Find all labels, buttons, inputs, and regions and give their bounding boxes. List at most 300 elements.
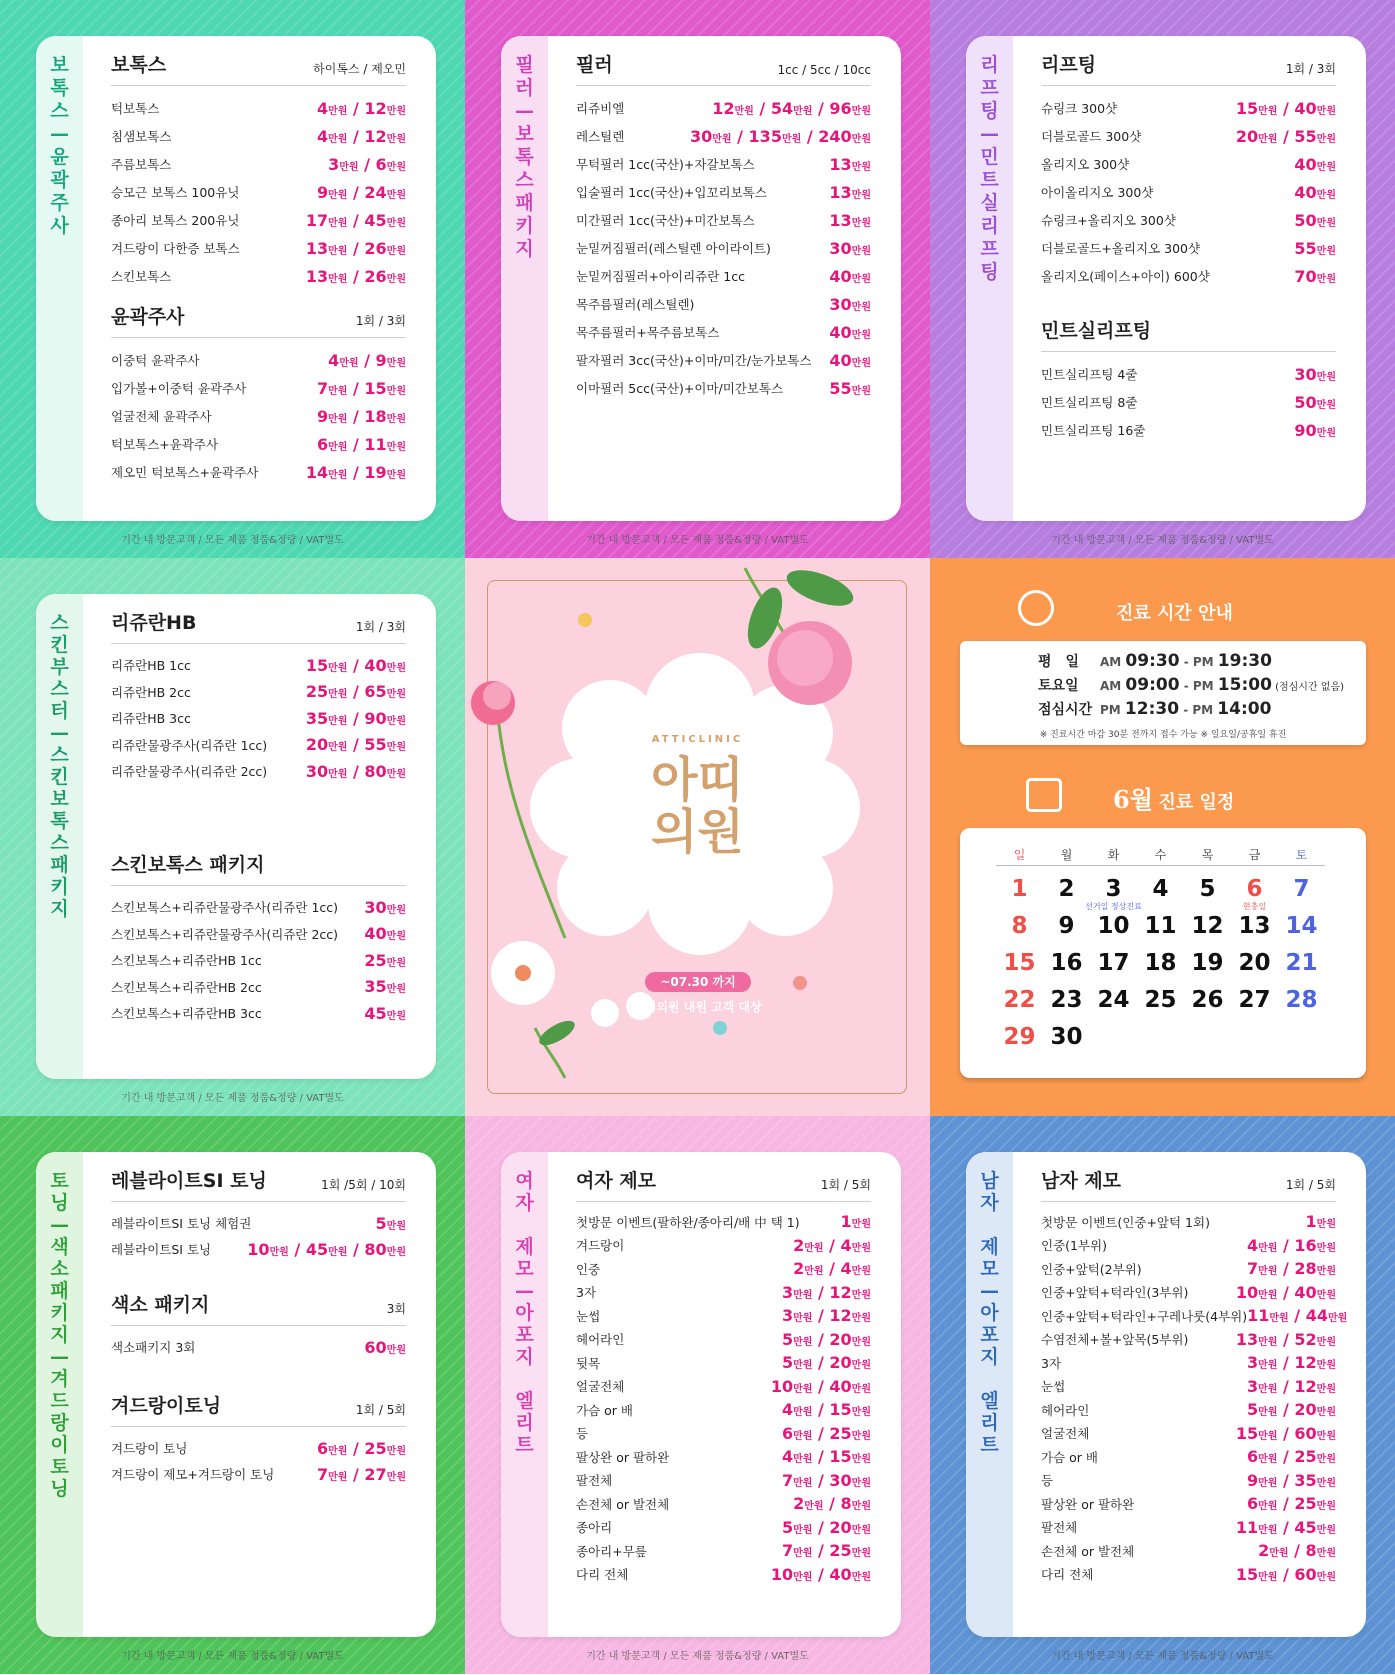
item-price: 30만원 [829, 238, 871, 258]
side-label-bar [966, 1152, 1013, 1637]
section-title: 스킨보톡스 패키지 [111, 854, 265, 876]
item-name: 종아리 [576, 1520, 613, 1536]
item-name: 헤어라인 [576, 1332, 625, 1348]
item-price: 2만원 / 4만원 [793, 1235, 871, 1255]
item-price: 25만원 [364, 950, 406, 970]
price-row [1041, 1539, 1336, 1563]
item-name: 헤어라인 [1041, 1402, 1090, 1418]
item-price: 10만원 / 45만원 / 80만원 [247, 1239, 406, 1259]
price-row [576, 1516, 871, 1540]
side-label: 토 닝 — 색 소 패 키 지 — 겨 드 랑 이 토 닝 [50, 1170, 69, 1500]
calendar-icon [1026, 778, 1062, 812]
calendar-day: 12 [1191, 913, 1224, 939]
price-row [576, 234, 871, 262]
price-row [576, 150, 871, 178]
item-name: 등 [1041, 1473, 1054, 1489]
panel-lifting [930, 0, 1395, 558]
item-price: 12만원 / 54만원 / 96만원 [712, 98, 871, 118]
calendar-day: 22 [1003, 987, 1036, 1013]
price-row [111, 374, 406, 402]
item-price: 6만원 / 25만원 [1246, 1447, 1336, 1467]
item-price: 3만원 / 6만원 [328, 154, 406, 174]
calendar-day: 3 선거일 정상진료 [1090, 876, 1137, 902]
item-name: 팔상완 or 팔하완 [1041, 1496, 1135, 1512]
price-row [111, 234, 406, 262]
calendar-day: 19 [1191, 950, 1224, 976]
price-row [1041, 1563, 1336, 1587]
price-row [111, 346, 406, 374]
item-name: 이마필러 5cc(국산)+이마/미간보톡스 [576, 381, 784, 396]
menu-card [966, 36, 1366, 521]
calendar-day: 26 [1191, 987, 1224, 1013]
price-row [1041, 1304, 1348, 1328]
item-name: 스킨보톡스+리쥬란물광주사(리쥬란 2cc) [111, 926, 339, 942]
footer-note: 기간 내 방문고객 / 모든 제품 정품&정량 / VAT별도 [121, 1651, 344, 1662]
item-name: 눈썹 [576, 1308, 601, 1324]
price-row [576, 178, 871, 206]
menu-card [36, 594, 436, 1079]
section-subtitle: 1회 / 5회 [355, 1403, 406, 1417]
calendar-day: 17 [1097, 950, 1130, 976]
item-name: 올리지오 300샷 [1041, 157, 1130, 172]
item-price: 6만원 / 25만원 [1246, 1494, 1336, 1514]
price-row [1041, 1469, 1336, 1493]
item-name: 슈링크+올리지오 300샷 [1041, 213, 1176, 228]
menu-card [966, 1152, 1366, 1637]
price-row [576, 1210, 871, 1234]
section-title: 민트실리프팅 [1041, 320, 1152, 342]
price-row [576, 1539, 871, 1563]
section-header [1041, 318, 1336, 352]
price-row [576, 1563, 871, 1587]
calendar-day: 11 [1144, 913, 1177, 939]
side-label-bar [36, 1152, 83, 1637]
menu-section [111, 610, 406, 785]
menu-section [111, 1393, 406, 1487]
hours-label: 평 일 [1038, 654, 1080, 670]
price-row [576, 374, 871, 402]
item-price: 9만원 / 18만원 [316, 406, 406, 426]
calendar-day-note: 선거일 정상진료 [1085, 902, 1142, 911]
price-row [576, 1422, 871, 1446]
calendar-day: 23 [1050, 987, 1083, 1013]
item-price: 30만원 / 80만원 [305, 761, 406, 781]
calendar-day: 30 [1050, 1024, 1083, 1050]
price-row [111, 402, 406, 430]
section-title: 리프팅 [1041, 54, 1097, 76]
price-row [576, 1328, 871, 1352]
price-row [111, 947, 406, 974]
item-name: 미간필러 1cc(국산)+미간보톡스 [576, 213, 755, 228]
section-header [111, 1292, 406, 1326]
item-name: 레블라이트SI 토닝 체험권 [111, 1216, 252, 1231]
item-price: 4만원 / 16만원 [1246, 1235, 1336, 1255]
calendar-day: 21 [1285, 950, 1318, 976]
item-name: 입가볼+이중턱 윤곽주사 [111, 381, 247, 396]
item-name: 이중턱 윤곽주사 [111, 353, 200, 368]
price-row [576, 1304, 871, 1328]
item-name: 인중+앞턱(2부위) [1041, 1261, 1142, 1277]
item-name: 목주름필러(레스틸렌) [576, 297, 695, 312]
item-name: 등 [576, 1426, 589, 1442]
item-name: 더블로골드+올리지오 300샷 [1041, 241, 1201, 256]
section-subtitle: 1회 / 3회 [1285, 62, 1336, 76]
item-price: 10만원 / 40만원 [770, 1564, 871, 1584]
calendar-day: 27 [1238, 987, 1271, 1013]
item-name: 첫방문 이벤트(인중+앞턱 1회) [1041, 1214, 1210, 1230]
item-price: 40만원 [829, 322, 871, 342]
section-header [111, 1168, 406, 1202]
item-name: 스킨보톡스 [111, 269, 172, 284]
section-title: 남자 제모 [1041, 1170, 1122, 1192]
item-price: 35만원 / 90만원 [305, 708, 406, 728]
calendar-day: 9 [1058, 913, 1075, 939]
period-badge: ~07.30 까지 [645, 972, 751, 992]
price-row [1041, 1210, 1336, 1234]
calendar-day: 24 [1097, 987, 1130, 1013]
calendar-day: 20 [1238, 950, 1271, 976]
section-header [111, 852, 406, 886]
price-row [111, 921, 406, 948]
price-row [111, 430, 406, 458]
price-row [111, 150, 406, 178]
item-price: 3만원 / 12만원 [781, 1306, 871, 1326]
logo-line2: 의원 [651, 804, 744, 860]
item-price: 2만원 / 4만원 [793, 1259, 871, 1279]
price-row [576, 1398, 871, 1422]
weekday-label: 금 [1248, 848, 1261, 862]
item-price: 3만원 / 12만원 [1246, 1376, 1336, 1396]
price-row [576, 206, 871, 234]
price-row [111, 206, 406, 234]
price-row [111, 122, 406, 150]
item-name: 무턱필러 1cc(국산)+자갈보톡스 [576, 157, 755, 172]
item-price: 13만원 [829, 210, 871, 230]
menu-section [1041, 1168, 1348, 1586]
calendar-day: 28 [1285, 987, 1318, 1013]
weekday-label: 수 [1154, 848, 1167, 862]
price-row [1041, 1445, 1336, 1469]
section-title: 필러 [576, 54, 613, 76]
hours-row [960, 675, 1366, 699]
hours-row [960, 699, 1366, 723]
menu-section [111, 304, 406, 486]
price-row [1041, 1398, 1336, 1422]
calendar-day: 15 [1003, 950, 1036, 976]
menu-body [111, 610, 406, 1069]
item-name: 가슴 or 배 [576, 1402, 633, 1418]
item-name: 수염전체+볼+앞목(5부위) [1041, 1332, 1189, 1348]
calendar-week [996, 950, 1325, 976]
item-price: 4만원 / 15만원 [781, 1447, 871, 1467]
price-row [576, 1281, 871, 1305]
item-price: 5만원 [375, 1213, 406, 1233]
item-price: 6만원 / 11만원 [316, 434, 406, 454]
item-name: 민트실리프팅 8줄 [1041, 395, 1138, 410]
item-name: 뒷목 [576, 1355, 601, 1371]
menu-section [576, 52, 871, 402]
price-row [1041, 234, 1336, 262]
calendar-day: 18 [1144, 950, 1177, 976]
side-label: 보 톡 스 — 윤 곽 주 사 [50, 54, 69, 237]
section-title: 리쥬란HB [111, 612, 197, 634]
price-row [111, 94, 406, 122]
item-price: 10만원 / 40만원 [770, 1376, 871, 1396]
item-price: 30만원 / 135만원 / 240만원 [689, 126, 871, 146]
calendar-day: 29 [1003, 1024, 1036, 1050]
section-header [111, 52, 406, 86]
price-row [576, 346, 871, 374]
side-label: 스 킨 부 스 터 — 스 킨 보 톡 스 패 키 지 [50, 612, 69, 920]
calendar-week [996, 1024, 1325, 1050]
weekday-header [996, 846, 1325, 866]
item-name: 스킨보톡스+리쥬란물광주사(리쥬란 1cc) [111, 900, 339, 916]
item-name: 아이올리지오 300샷 [1041, 185, 1154, 200]
calendar-week [996, 876, 1325, 911]
item-name: 겨드랑이 [576, 1238, 625, 1254]
item-price: 3만원 / 12만원 [1246, 1353, 1336, 1373]
item-name: 3자 [576, 1285, 597, 1301]
calendar-week [996, 913, 1325, 939]
price-row [1041, 1281, 1336, 1305]
item-price: 7만원 / 27만원 [316, 1464, 406, 1484]
item-price: 2만원 / 8만원 [1258, 1541, 1336, 1561]
item-name: 민트실리프팅 16줄 [1041, 423, 1146, 438]
item-price: 40만원 [829, 350, 871, 370]
item-name: 스킨보톡스+리쥬란HB 2cc [111, 979, 262, 995]
calendar-day: 6 현충일 [1231, 876, 1278, 902]
item-price: 4만원 / 12만원 [316, 126, 406, 146]
hours-card [960, 641, 1366, 745]
item-price: 20만원 / 55만원 [1235, 126, 1336, 146]
calendar-day: 10 [1097, 913, 1130, 939]
side-label-bar [501, 1152, 548, 1637]
item-price: 7만원 / 28만원 [1246, 1259, 1336, 1279]
price-row [576, 122, 871, 150]
item-name: 얼굴전체 [576, 1379, 625, 1395]
item-name: 레블라이트SI 토닝 [111, 1242, 212, 1257]
calendar-day: 13 [1238, 913, 1271, 939]
item-price: 5만원 / 20만원 [781, 1517, 871, 1537]
price-row [1041, 122, 1336, 150]
calendar-day [1184, 1024, 1231, 1050]
item-price: 17만원 / 45만원 [305, 210, 406, 230]
item-price: 25만원 / 65만원 [305, 682, 406, 702]
panel-filler [465, 0, 930, 558]
hours-value: PM 12:30 - PM 14:00 [1100, 699, 1272, 719]
item-price: 30만원 [1294, 364, 1336, 384]
calendar-day [1137, 1024, 1184, 1050]
panel-toning [0, 1116, 465, 1674]
item-name: 레스틸렌 [576, 129, 625, 144]
price-row [1041, 1257, 1336, 1281]
footer-note: 기간 내 방문고객 / 모든 제품 정품&정량 / VAT별도 [1051, 535, 1274, 546]
calendar-day: 1 [1011, 876, 1028, 902]
section-header [111, 1393, 406, 1427]
item-price: 40만원 [1294, 182, 1336, 202]
price-row [1041, 1351, 1336, 1375]
calendar-day: 8 [1011, 913, 1028, 939]
item-name: 침샘보톡스 [111, 129, 172, 144]
price-row [1041, 360, 1336, 388]
calendar-month: 6월 [1113, 785, 1153, 814]
price-row [1041, 1492, 1336, 1516]
item-name: 겨드랑이 제모+겨드랑이 토닝 [111, 1467, 275, 1482]
item-price: 20만원 / 55만원 [305, 735, 406, 755]
menu-section [111, 52, 406, 290]
item-name: 다리 전체 [576, 1567, 629, 1583]
section-subtitle: 1회 / 3회 [355, 620, 406, 634]
item-name: 종아리 보톡스 200유닛 [111, 213, 240, 228]
item-name: 눈밑꺼짐필러+아이리쥬란 1cc [576, 269, 745, 284]
footer-note: 기간 내 방문고객 / 모든 제품 정품&정량 / VAT별도 [121, 535, 344, 546]
price-row [111, 652, 406, 679]
footer-note: 기간 내 방문고객 / 모든 제품 정품&정량 / VAT별도 [586, 1651, 809, 1662]
price-row [1041, 1375, 1336, 1399]
price-row [111, 758, 406, 785]
item-name: 팔자필러 3cc(국산)+이마/미간/눈가보톡스 [576, 353, 812, 368]
item-price: 14만원 / 19만원 [305, 462, 406, 482]
price-row [111, 1210, 406, 1236]
calendar-day [1278, 1024, 1325, 1050]
item-name: 가슴 or 배 [1041, 1449, 1098, 1465]
weekday-label: 월 [1060, 848, 1073, 862]
item-price: 4만원 / 15만원 [781, 1400, 871, 1420]
item-name: 첫방문 이벤트(팔하완/종아리/배 中 택 1) [576, 1214, 800, 1230]
item-name: 리쥬란HB 3cc [111, 711, 191, 727]
menu-card [501, 1152, 901, 1637]
price-row [1041, 1422, 1336, 1446]
price-row [111, 974, 406, 1001]
price-row [576, 1234, 871, 1258]
item-name: 손전체 or 발전체 [1041, 1543, 1135, 1559]
price-row [111, 1334, 406, 1360]
section-header [111, 610, 406, 644]
item-price: 6만원 / 25만원 [316, 1438, 406, 1458]
section-title: 보톡스 [111, 54, 167, 76]
side-label: 남 자 제 모 — 아 포 지 엘 리 트 [980, 1170, 999, 1456]
item-name: 3자 [1041, 1355, 1062, 1371]
section-subtitle: 1cc / 5cc / 10cc [777, 63, 871, 77]
hours-label: 점심시간 [1038, 702, 1093, 718]
item-price: 4만원 / 12만원 [316, 98, 406, 118]
item-price: 90만원 [1294, 420, 1336, 440]
section-title: 겨드랑이토닝 [111, 1395, 222, 1417]
calendar-day-note: 현충일 [1242, 902, 1267, 911]
section-title: 색소 패키지 [111, 1294, 210, 1316]
price-row [111, 679, 406, 706]
item-name: 스킨보톡스+리쥬란HB 3cc [111, 1006, 262, 1022]
item-name: 올리지오(페이스+아이) 600샷 [1041, 269, 1210, 284]
section-subtitle: 하이톡스 / 제오민 [313, 62, 406, 76]
item-name: 리쥬란HB 2cc [111, 684, 191, 700]
item-price: 5만원 / 20만원 [781, 1329, 871, 1349]
item-price: 50만원 [1294, 210, 1336, 230]
item-price: 2만원 / 8만원 [793, 1494, 871, 1514]
price-row [1041, 1516, 1336, 1540]
price-row [111, 705, 406, 732]
item-name: 리쥬란HB 1cc [111, 658, 191, 674]
price-row [1041, 1328, 1336, 1352]
side-label-bar [966, 36, 1013, 521]
hours-value: AM 09:30 - PM 19:30 [1100, 651, 1272, 671]
footer-note: 기간 내 방문고객 / 모든 제품 정품&정량 / VAT별도 [1051, 1651, 1274, 1662]
item-price: 40만원 [364, 924, 406, 944]
item-price: 9만원 / 35만원 [1246, 1470, 1336, 1490]
calendar-day: 4 [1152, 876, 1169, 902]
item-price: 55만원 [829, 378, 871, 398]
section-title: 여자 제모 [576, 1170, 657, 1192]
item-name: 리쥬란물광주사(리쥬란 1cc) [111, 737, 268, 753]
price-row [576, 1257, 871, 1281]
price-row [576, 1492, 871, 1516]
item-name: 팔전체 [1041, 1520, 1078, 1536]
item-price: 7만원 / 15만원 [316, 378, 406, 398]
weekday-label: 일 [1013, 848, 1026, 862]
item-name: 인중+앞턱+턱라인(3부위) [1041, 1285, 1189, 1301]
item-name: 겨드랑이 다한증 보톡스 [111, 241, 240, 256]
footer-note: 기간 내 방문고객 / 모든 제품 정품&정량 / VAT별도 [586, 535, 809, 546]
calendar-day: 2 [1058, 876, 1075, 902]
price-row [576, 290, 871, 318]
item-price: 5만원 / 20만원 [781, 1353, 871, 1373]
item-name: 색소패키지 3회 [111, 1340, 196, 1355]
item-name: 턱보톡스+윤곽주사 [111, 437, 219, 452]
item-price: 15만원 / 40만원 [305, 655, 406, 675]
hours-label: 토요일 [1038, 678, 1079, 694]
price-row [576, 318, 871, 346]
price-row [576, 94, 871, 122]
menu-body [111, 52, 406, 511]
item-price: 15만원 / 60만원 [1235, 1564, 1336, 1584]
item-name: 얼굴전체 윤곽주사 [111, 409, 212, 424]
item-name: 슈링크 300샷 [1041, 101, 1118, 116]
menu-section [111, 1168, 406, 1262]
item-name: 리쥬란물광주사(리쥬란 2cc) [111, 764, 268, 780]
item-name: 눈밑꺼짐필러(레스틸렌 아이라이트) [576, 241, 771, 256]
alarm-clock-icon [1018, 590, 1054, 626]
item-price: 5만원 / 20만원 [1246, 1400, 1336, 1420]
weekday-label: 토 [1295, 848, 1308, 862]
section-header [1041, 52, 1336, 86]
brand-arc-text: ATTICLINIC [651, 734, 744, 745]
hours-title: 진료 시간 안내 [1116, 603, 1233, 624]
section-header [111, 304, 406, 338]
hours-note: ※ 진료시간 마감 30분 전까지 접수 가능 ※ 일요일/공휴일 휴진 [1039, 730, 1287, 740]
menu-section [576, 1168, 871, 1586]
weekday-label: 화 [1107, 848, 1120, 862]
price-row [111, 1461, 406, 1487]
menu-section [1041, 52, 1336, 290]
item-name: 더블로골드 300샷 [1041, 129, 1142, 144]
item-name: 겨드랑이 토닝 [111, 1441, 188, 1456]
schedule-panel [930, 558, 1395, 1116]
calendar-card [960, 828, 1366, 1078]
section-header [576, 52, 871, 86]
calendar-week [996, 987, 1325, 1013]
item-price: 3만원 / 12만원 [781, 1282, 871, 1302]
item-name: 인중+앞턱+턱라인+구레나룻(4부위) [1041, 1308, 1248, 1324]
menu-body [1041, 52, 1336, 511]
panel-skinbooster [0, 558, 465, 1116]
menu-section [111, 1292, 406, 1360]
item-name: 리쥬비엘 [576, 101, 625, 116]
price-row [111, 732, 406, 759]
price-row [1041, 150, 1336, 178]
item-name: 민트실리프팅 4줄 [1041, 367, 1138, 382]
item-name: 다리 전체 [1041, 1567, 1094, 1583]
section-subtitle: 1회 / 3회 [355, 314, 406, 328]
